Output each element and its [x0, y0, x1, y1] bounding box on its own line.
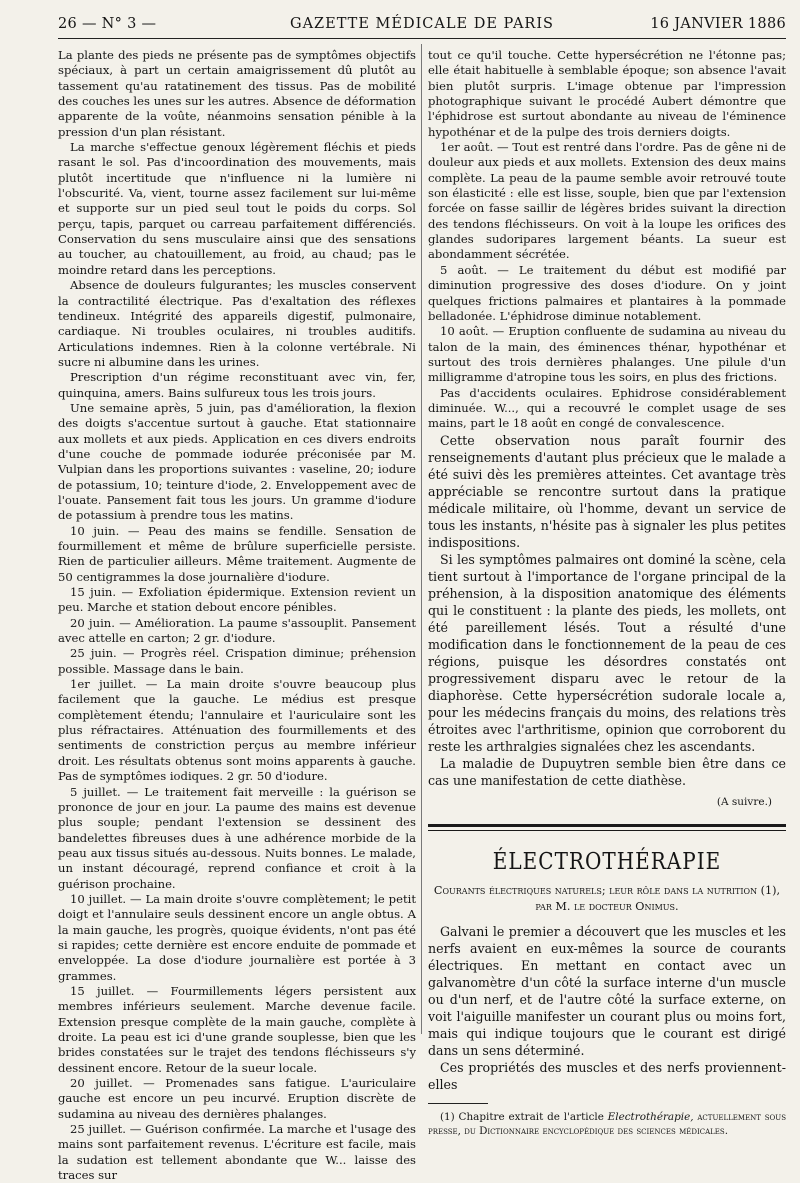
journal-title: GAZETTE MÉDICALE DE PARIS	[290, 16, 554, 32]
paragraph: tout ce qu'il touche. Cette hypersécrétion ne l'étonne pas; elle était habituelle à semblable époque; son absence l'avait bien plutôt surpris. L'image obtenue par l'impression photographique suivant le procédé Aubert démontre que l'éphidrose est surtout abondante au niveau de l'éminence hypothénar et de la pulpe des trois derniers doigts.	[428, 48, 786, 139]
paragraph: Une semaine après, 5 juin, pas d'amélioration, la flexion des doigts s'accentue surtout à gauche. Etat stationnaire aux mollets et aux pieds. Application en ces divers endroits d'une couche de pommade iodurée préconisée par M. Vulpian dans les proportions suivantes : vaseline, 20; iodure de potassium, 10; teinture d'iode, 2. Enveloppement avec de l'ouate. Pansement fait tous les jours. Un gramme d'iodure de potassium à prendre tous les matins.	[58, 400, 416, 523]
paragraph: 10 juin. — Peau des mains se fendille. Sensation de fourmillement et même de brûlure superficielle persiste. Rien de particulier ailleurs. Même traitement. Augmente de 50 centigrammes la dose journalière d'iodure.	[58, 523, 416, 584]
paragraph: 25 juillet. — Guérison confirmée. La marche et l'usage des mains sont parfaitement revenus. L'écriture est facile, mais la sudation est tellement abondante que W... laisse des traces sur	[58, 1122, 416, 1183]
footnote-rule	[428, 1103, 488, 1104]
paragraph: 15 juin. — Exfoliation épidermique. Extension revient un peu. Marche et station debout encore pénibles.	[58, 585, 416, 615]
to-be-continued: (A suivre.)	[716, 795, 772, 808]
paragraph: 1er août. — Tout est rentré dans l'ordre. Pas de gêne ni de douleur aux pieds et aux mollets. Extension des deux mains complète. La peau de la paume semble avoir retrouvé toute son élasticité : elle est lisse, souple, bien que par l'extension forcée on fasse saillir de légères brides suivant la direction des tendons fléchisseurs. On voit à la loupe les orifices des glandes sudoripares largement béants. La sueur est abondamment sécrétée.	[428, 140, 786, 262]
paragraph: La maladie de Dupuytren semble bien être dans ce cas une manifestation de cette diathèse.	[428, 755, 786, 788]
paragraph: 15 juillet. — Fourmillements légers persistent aux membres inférieurs seulement. Marche devenue facile. Extension presque complète de la main gauche, complète à droite. La peau est ici d'une grande souplesse, bien que les brides constatées sur le trajet des tendons fléchisseurs s'y dessinent encore. Retour de la sueur locale.	[58, 983, 416, 1075]
footnote-prefix: (1) Chapitre extrait de l'article	[440, 1110, 608, 1123]
paragraph: 1er juillet. — La main droite s'ouvre beaucoup plus facilement que la gauche. Le médius est presque complètement étendu; l'annulaire et l'auriculaire sont les plus réfractaires. Atténuation des fourmillements et des sentiments de constriction perçus au membre inférieur droit. Les résultats obtenus sont moins apparents à gauche. Pas de symptômes iodiques. 2 gr. 50 d'iodure.	[58, 677, 416, 784]
paragraph: 10 juillet. — La main droite s'ouvre complètement; le petit doigt et l'annulaire seuls dessinent encore un angle obtus. A la main gauche, les progrès, quoique évidents, n'ont pas été si rapides; cette dernière est encore enduite de pommade et enveloppée. La dose d'iodure journalière est portée à 3 grammes.	[58, 891, 416, 983]
paragraph: Ces propriétés des muscles et des nerfs proviennent-elles	[428, 1059, 786, 1092]
issue-date: 16 JANVIER 1886	[650, 16, 786, 32]
paragraph: Prescription d'un régime reconstituant avec vin, fer, quinquina, amers. Bains sulfureux tous les trois jours.	[58, 370, 416, 400]
paragraph: La marche s'effectue genoux légèrement fléchis et pieds rasant le sol. Pas d'incoordination des mouvements, mais plutôt incertitude que n'influence ni la lumière ni l'obscurité. Va, vient, tourne assez facilement sur lui-même et supporte sur un pied seul tout le poids du corps. Sol perçu, tapis, parquet ou carreau parfaitement différenciés. Conservation du sens musculaire ainsi que des sensations au toucher, au chatouillement, au froid, au chaud; pas le moindre retard dans les perceptions.	[58, 140, 416, 277]
paragraph: Pas d'accidents oculaires. Ephidrose considérablement diminuée. W..., qui a recouvré le complet usage de ses mains, part le 18 août en congé de convalescence.	[428, 385, 786, 431]
paragraph: 20 juin. — Amélioration. La paume s'assouplit. Pansement avec attelle en carton; 2 gr. d'iodure.	[58, 615, 416, 646]
paragraph: Galvani le premier a découvert que les muscles et les nerfs avaient en eux-mêmes la source de courants électriques. En mettant en contact avec un galvanomètre d'un côté la surface interne d'un muscle ou d'un nerf, et de l'autre côté la surface externe, on voit l'aiguille manifester un courant plus ou moins fort, mais qui indique toujours que le courant est dirigé dans un sens déterminé.	[428, 923, 786, 1058]
page-number: 26 — N° 3 —	[58, 16, 157, 32]
page-header	[58, 14, 786, 38]
paragraph: Cette observation nous paraît fournir des renseignements d'autant plus précieux que le malade a été suivi dès les premières atteintes. Cet avantage très appréciable se rencontre surtout dans la pratique médicale militaire, où l'homme, devant un service de tous les instants, n'hésite pas à signaler les plus petites indispositions.	[428, 432, 786, 550]
section-title: ÉLECTROTHÉRAPIE	[492, 847, 722, 875]
paragraph: 5 juillet. — Le traitement fait merveille : la guérison se prononce de jour en jour. La paume des mains est devenue plus souple; pendant l'extension se dessinent des bandelettes fibreuses dues à une adhérence morbide de la peau aux tissus situés au-dessous. Nuits bonnes. Le malade, un instant découragé, reprend confiance et croit à la guérison prochaine.	[58, 784, 416, 891]
paragraph: 25 juin. — Progrès réel. Crispation diminue; préhension possible. Massage dans le bain.	[58, 646, 416, 676]
paragraph: Absence de douleurs fulgurantes; les muscles conservent la contractilité électrique. Pas d'exaltation des réflexes tendineux. Intégrité des appareils digestif, pulmonaire, cardiaque. Ni troubles oculaires, ni troubles auditifs. Articulations indemnes. Rien à la colonne vertébrale. Ni sucre ni albumine dans les urines.	[58, 278, 416, 369]
footnote	[428, 1110, 786, 1138]
paragraph: 20 juillet. — Promenades sans fatigue. L'auriculaire gauche est encore un peu incurvé. Eruption discrète de sudamina au niveau des dernières phalanges.	[58, 1076, 416, 1121]
paragraph: Si les symptômes palmaires ont dominé la scène, cela tient surtout à l'importance de l'organe principal de la préhension, à la disposition anatomique des éléments qui le constituent : la plante des pieds, les mollets, ont été pareillement lésés. Tout a résulté d'une modification dans le fonctionnement de la peau de ces régions, puisque les désordres constatés ont progressivement disparu avec le retour de la diaphorèse. Cette hypersécrétion sudorale locale a, pour les médecins français du moins, des relations très étroites avec l'arthritisme, opinion que corroborent du reste les arthralgies signalées chez les ascendants.	[428, 551, 786, 754]
paragraph: 5 août. — Le traitement du début est modifié par diminution progressive des doses d'iodure. On y joint quelques frictions palmaires et plantaires à la pommade belladonée. L'éphidrose diminue notablement.	[428, 262, 786, 323]
right-column	[428, 48, 786, 1138]
paragraph: La plante des pieds ne présente pas de symptômes objectifs spéciaux, à part un certain amaigrissement dû plutôt au tassement qu'au ratatinement des tissus. Pas de mobilité des couches les unes sur les autres. Absence de déformation apparente de la voûte, néanmoins sensation pénible à la pression d'un plan résistant.	[58, 48, 416, 139]
left-column	[58, 48, 416, 1183]
header-rule	[58, 38, 786, 39]
section-separator	[428, 824, 786, 831]
column-divider	[421, 44, 422, 1034]
paragraph: 10 août. — Eruption confluente de sudamina au niveau du talon de la main, des éminences thénar, hypothénar et surtout des trois dernières phalanges. Une pilule d'un milligramme d'atropine tous les soirs, en plus des frictions.	[428, 324, 786, 385]
footnote-rest: actuellement sous presse, du Dictionnaire encyclopédique des sciences médicales.	[428, 1110, 786, 1137]
article-subtitle: Courants électriques naturels; leur rôle dans la nutrition (1), par M. le docteur Onimus.	[433, 883, 781, 913]
footnote-italic: Electrothérapie,	[607, 1110, 694, 1123]
